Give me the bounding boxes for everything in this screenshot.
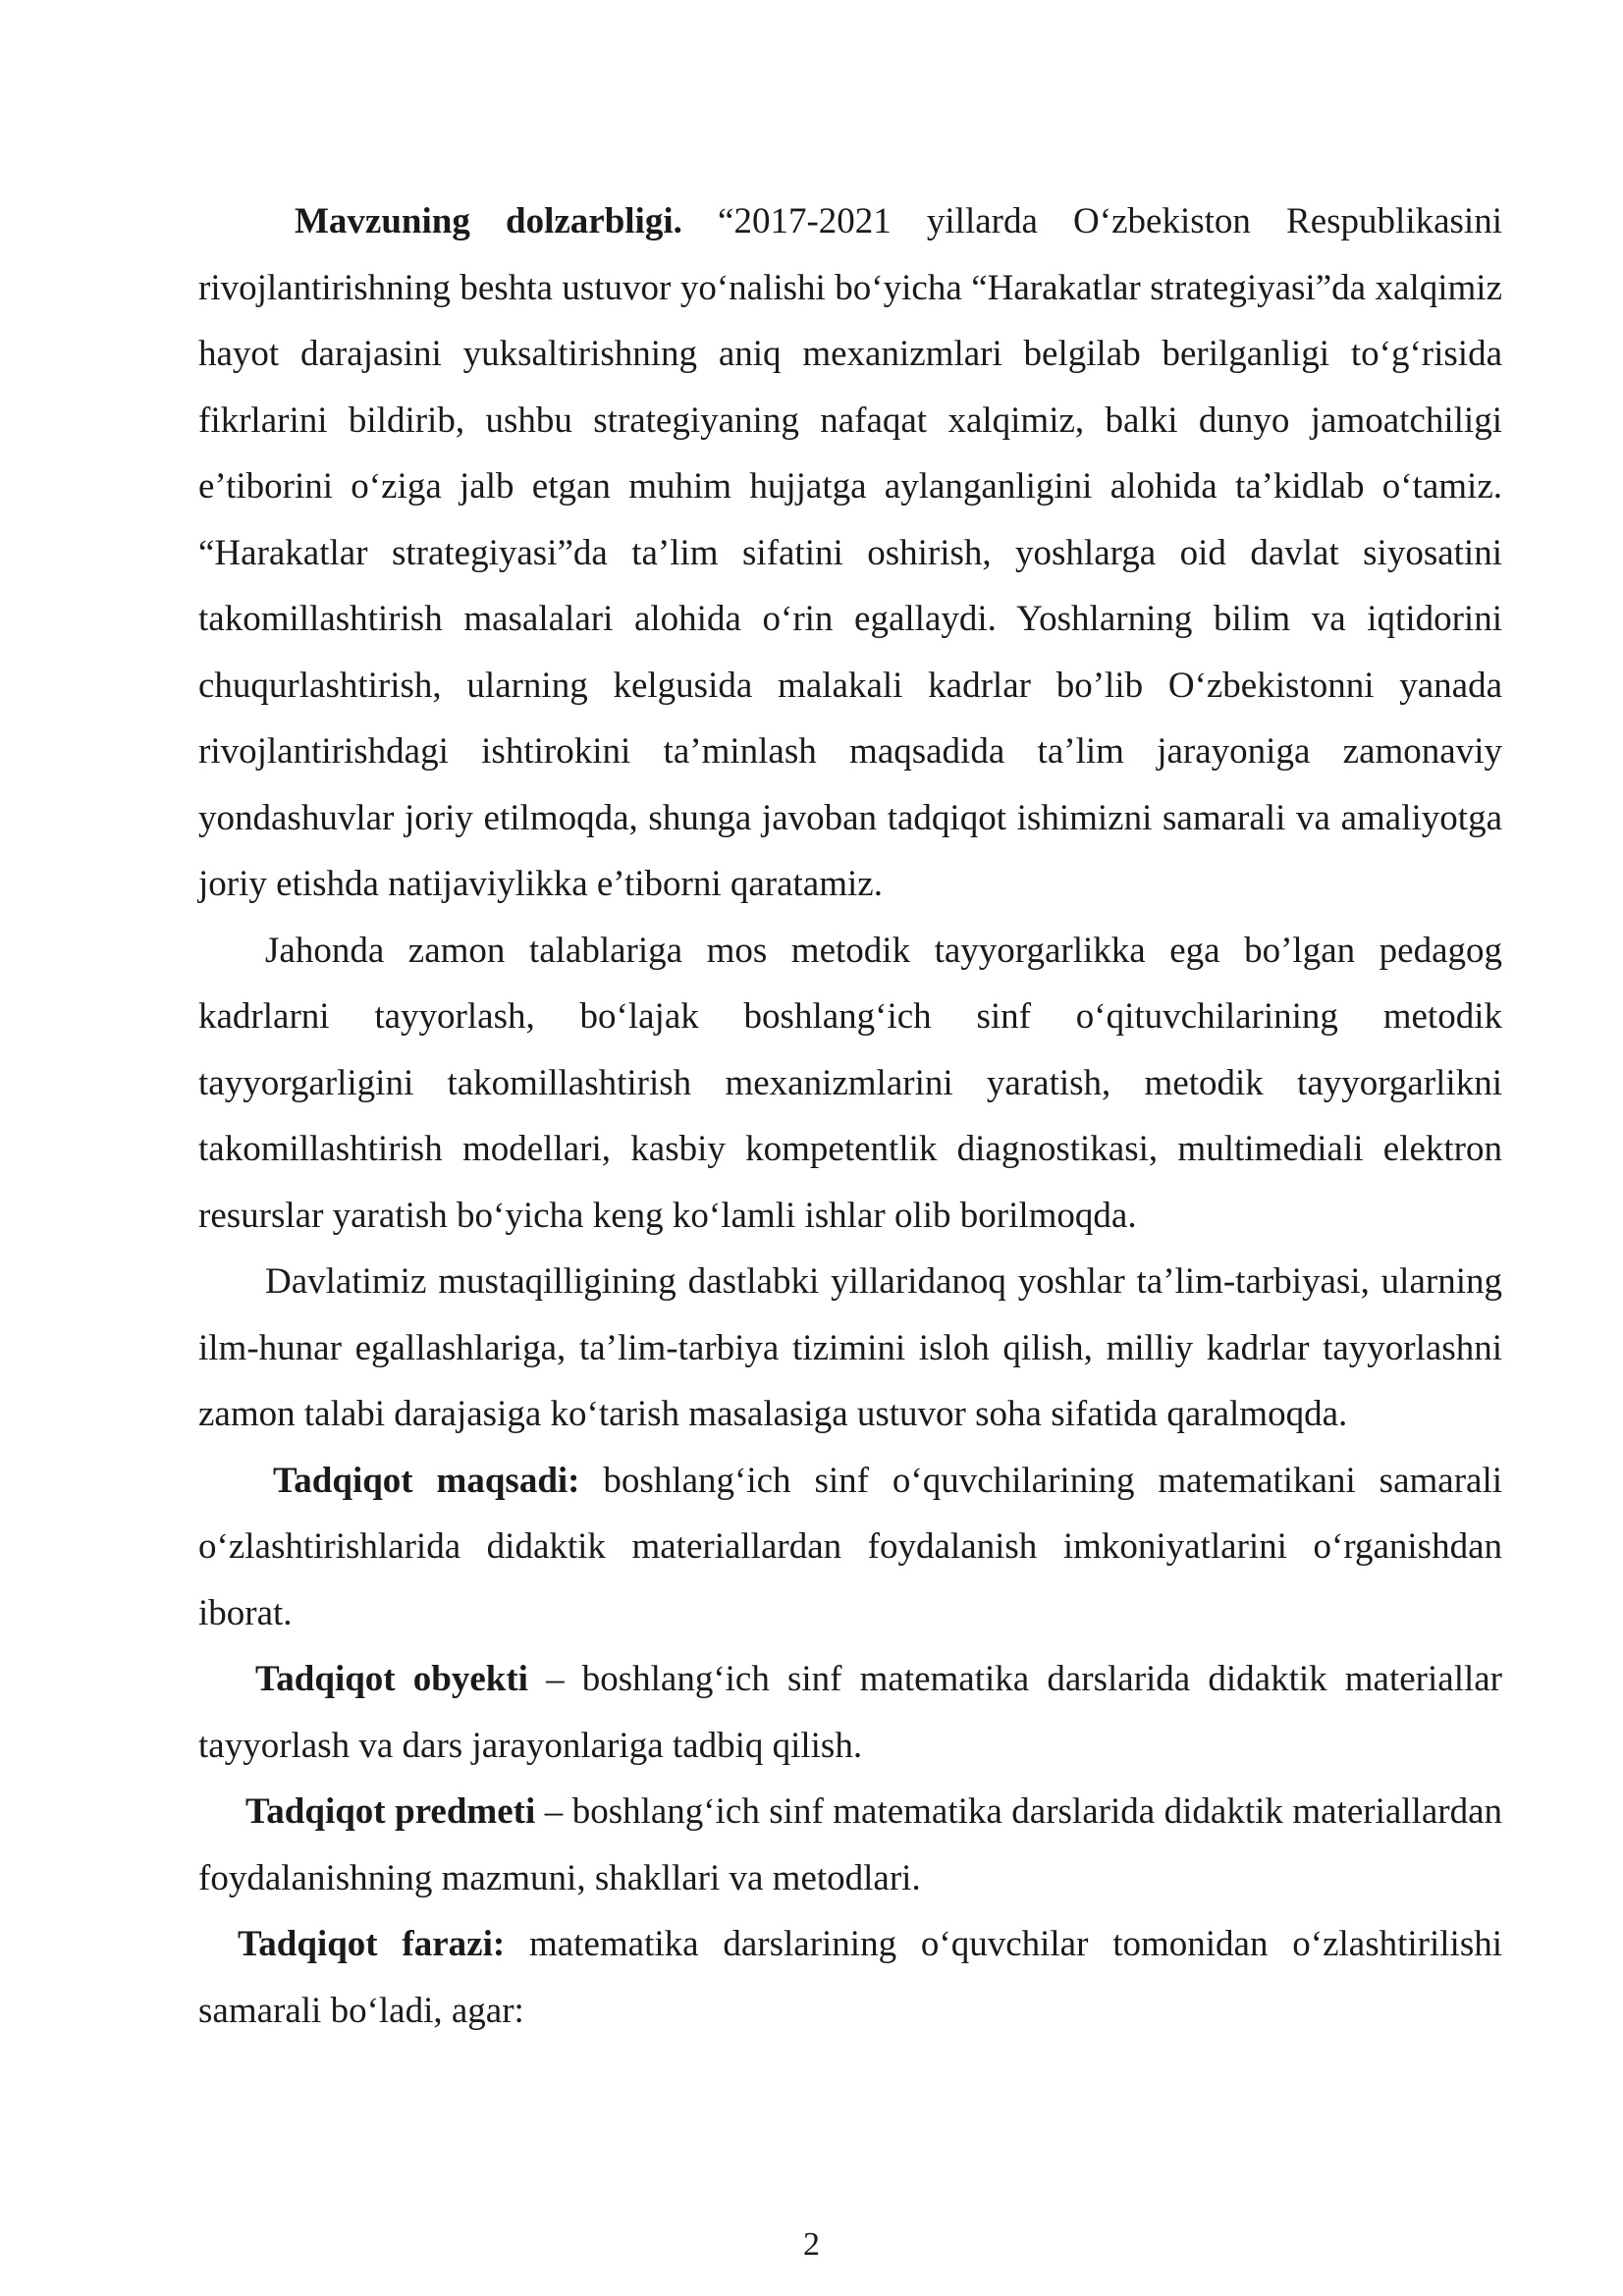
heading-research-goal: Tadqiqot maqsadi: — [273, 1460, 580, 1501]
heading-research-subject: Tadqiqot predmeti — [245, 1791, 536, 1832]
heading-research-object: Tadqiqot obyekti — [255, 1659, 528, 1699]
paragraph-relevance-text: “2017-2021 yillarda O‘zbekiston Respublikasini rivojlantirishning beshta ustuvor yo‘nalishi bo‘yicha “Harakatlar strategiyasi”da xalqimiz hayot darajasini yuksaltirishning aniq mexanizmlari belgilab berilganligi to‘g‘risida fikrlarini bildirib, ushbu strategiyaning nafaqat xalqimiz, balki dunyo jamoatchiligi e’tiborini o‘ziga jalb etgan muhim hujjatga aylanganligini alohida ta’kidlab o‘tamiz. “Harakatlar strategiyasi”da ta’lim sifatini oshirish, yoshlarga oid davlat siyosatini takomillashtirish masalalari alohida o‘rin egallaydi. Yoshlarning bilim va iqtidorini chuqurlashtirish, ularning kelgusida malakali kadrlar bo’lib O‘zbekistonni yanada rivojlantirishdagi ishtirokini ta’minlash maqsadida ta’lim jarayoniga zamonaviy yondashuvlar joriy etilmoqda, shunga javoban tadqiqot ishimizni samarali va amaliyotga joriy etishda natijaviylikka e’tiborni qaratamiz. — [198, 201, 1502, 904]
paragraph-world-training-text: Jahonda zamon talablariga mos metodik tayyorgarlikka ega bo’lgan pedagog kadrlarni tayyorlash, bo‘lajak boshlang‘ich sinf o‘qituvchilarining metodik tayyorgarligini takomillashtirish mexanizmlarini yaratish, metodik tayyorgarlikni takomillashtirish modellari, kasbiy kompetentlik diagnostikasi, multimediali elektron resurslar yaratish bo‘yicha keng ko‘lamli ishlar olib borilmoqda. — [198, 930, 1502, 1236]
paragraph-state-independence-text: Davlatimiz mustaqilligining dastlabki yillaridanoq yoshlar ta’lim-tarbiyasi, ularning ilm-hunar egallashlariga, ta’lim-tarbiya tizimini isloh qilish, milliy kadrlar tayyorlashni zamon talabi darajasiga ko‘tarish masalasiga ustuvor soha sifatida qaralmoqda. — [198, 1261, 1502, 1434]
heading-research-hypothesis: Tadqiqot farazi: — [238, 1924, 506, 1964]
paragraph-research-object — [198, 1646, 1502, 1779]
heading-relevance: Mavzuning dolzarbligi. — [295, 201, 682, 241]
paragraph-world-training — [198, 918, 1502, 1250]
paragraph-relevance — [198, 188, 1502, 918]
paragraph-research-subject-text: – boshlang‘ich sinf matematika darslarida didaktik materiallardan foydalanishning mazmuni, shakllari va metodlari. — [198, 1791, 1503, 1898]
page-number: 2 — [803, 2226, 820, 2263]
document-page — [198, 188, 1502, 2044]
paragraph-research-goal — [198, 1448, 1502, 1647]
paragraph-research-hypothesis-text: matematika darslarining o‘quvchilar tomonidan o‘zlashtirilishi samarali bo‘ladi, agar: — [198, 1924, 1502, 2031]
paragraph-state-independence — [198, 1249, 1502, 1448]
paragraph-research-goal-text: boshlang‘ich sinf o‘quvchilarining matematikani samarali o‘zlashtirishlarida didaktik materiallardan foydalanish imkoniyatlarini o‘rganishdan iborat. — [198, 1460, 1502, 1633]
paragraph-research-hypothesis — [198, 1911, 1502, 2044]
paragraph-research-subject — [198, 1779, 1502, 1911]
paragraph-research-object-text: – boshlang‘ich sinf matematika darslarida didaktik materiallar tayyorlash va dars jarayonlariga tadbiq qilish. — [198, 1659, 1502, 1766]
